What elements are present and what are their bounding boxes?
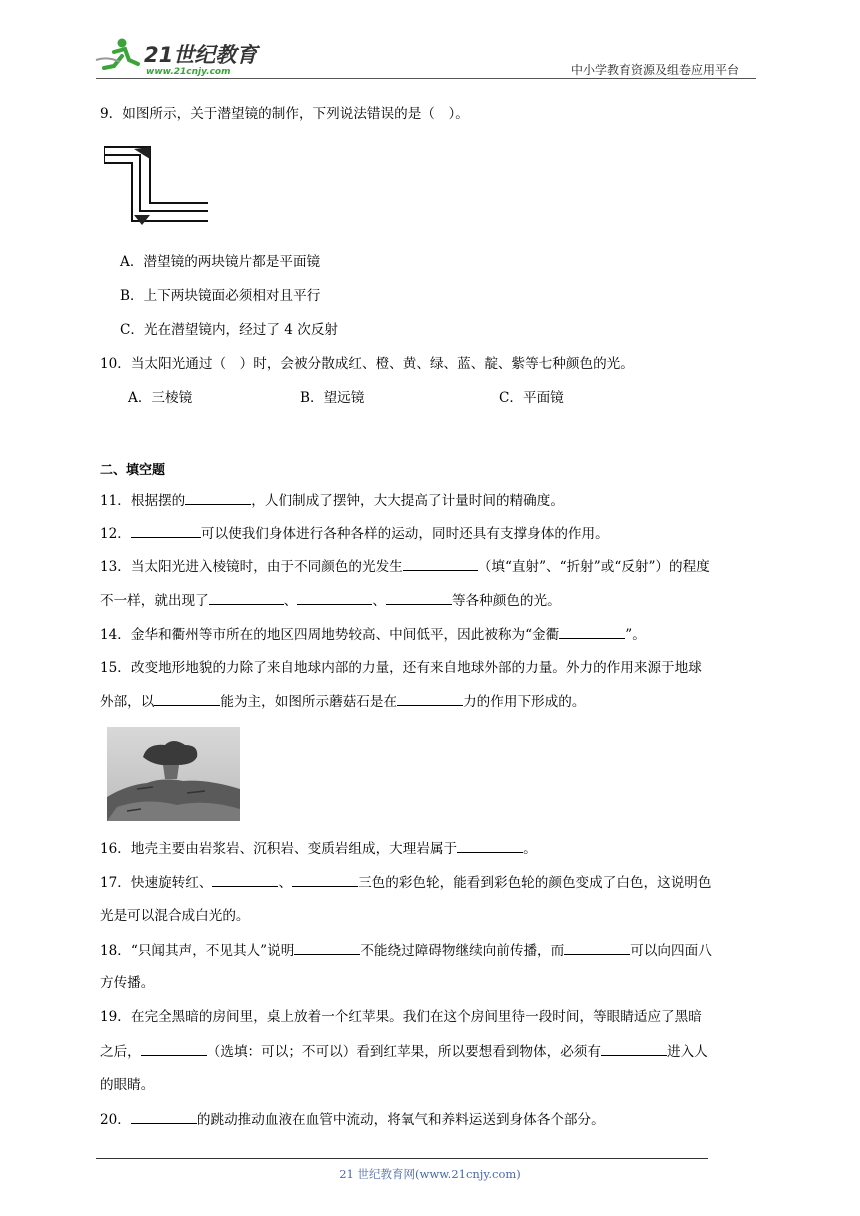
answer-blank	[457, 839, 523, 853]
footer-source: 21 世纪教育网(www.21cnjy.com)	[339, 1167, 521, 1181]
header-divider	[96, 78, 756, 79]
platform-name: 中小学教育资源及组卷应用平台	[571, 63, 740, 77]
question-13-line-2: 不一样，就出现了 、 、 等各种颜色的光。	[100, 593, 561, 609]
answer-blank	[386, 591, 452, 605]
top-mirror	[134, 147, 150, 159]
question-19-line-2: 之后， （选填：可以；不可以）看到红苹果，所以要想看到物体，必须有 进入人	[100, 1044, 708, 1060]
answer-blank	[397, 692, 463, 706]
logo-url: www.21cnjy.com	[146, 67, 231, 77]
question-17-line-2: 光是可以混合成白光的。	[100, 908, 250, 924]
question-15-line-1: 15．改变地形地貌的力除了来自地球内部的力量，还有来自地球外部的力量。外力的作用来源于地球	[100, 660, 702, 676]
answer-blank	[141, 1042, 207, 1056]
answer-blank	[154, 692, 220, 706]
question-10-stem: 10．当太阳光通过（ ）时，会被分散成红、橙、黄、绿、蓝、靛、紫等七种颜色的光。	[100, 356, 634, 372]
answer-blank	[297, 591, 372, 605]
footer-divider	[96, 1158, 708, 1159]
question-15-line-2: 外部，以 能为主，如图所示蘑菇石是在 力的作用下形成的。	[100, 694, 586, 710]
question-11: 11．根据摆的 ，人们制成了摆钟，大大提高了计量时间的精确度。	[100, 493, 564, 509]
answer-blank	[212, 873, 278, 887]
logo-text: 21世纪教育	[144, 43, 258, 67]
question-9-stem: 9．如图所示，关于潜望镜的制作，下列说法错误的是（ ）。	[100, 106, 469, 122]
question-19-line-3: 的眼睛。	[100, 1077, 155, 1093]
answer-blank	[294, 941, 360, 955]
question-13-line-1: 13．当太阳光进入棱镜时，由于不同颜色的光发生 （填“直射”、“折射”或“反射”）的程度	[100, 559, 710, 575]
question-14: 14．金华和衢州等市所在的地区四周地势较高、中间低平，因此被称为“金衢 ”。	[100, 627, 646, 643]
question-19-line-1: 19．在完全黑暗的房间里，桌上放着一个红苹果。我们在这个房间里待一段时间，等眼睛适应了黑暗	[100, 1009, 702, 1025]
question-12: 12． 可以使我们身体进行各种各样的运动，同时还具有支撑身体的作用。	[100, 526, 609, 542]
question-10-option-c: C．平面镜	[499, 390, 564, 406]
question-9-option-c: C．光在潜望镜内，经过了 4 次反射	[120, 322, 339, 338]
answer-blank	[131, 1110, 197, 1124]
answer-blank	[209, 591, 284, 605]
runner-icon	[96, 39, 138, 69]
periscope-diagram	[104, 145, 208, 231]
question-9-option-a: A．潜望镜的两块镜片都是平面镜	[120, 254, 321, 270]
question-9-option-b: B．上下两块镜面必须相对且平行	[120, 288, 321, 304]
question-18-line-2: 方传播。	[100, 975, 155, 991]
question-10-option-a: A．三棱镜	[128, 390, 193, 406]
question-17-line-1: 17．快速旋转红、 、 三色的彩色轮，能看到彩色轮的颜色变成了白色，这说明色	[100, 875, 712, 891]
site-logo	[92, 34, 262, 84]
answer-blank	[292, 873, 358, 887]
mushroom-rock-photo	[107, 727, 240, 821]
question-10-option-b: B．望远镜	[300, 390, 365, 406]
question-16: 16．地壳主要由岩浆岩、沉积岩、变质岩组成，大理岩属于 。	[100, 841, 537, 857]
answer-blank	[601, 1042, 667, 1056]
answer-blank	[185, 491, 251, 505]
answer-blank	[131, 524, 201, 538]
question-18-line-1: 18．“只闻其声，不见其人”说明 不能绕过障碍物继续向前传播，而 可以向四面八	[100, 943, 712, 959]
answer-blank	[559, 625, 625, 639]
answer-blank	[564, 941, 630, 955]
question-20: 20． 的跳动推动血液在血管中流动，将氧气和养料运送到身体各个部分。	[100, 1112, 605, 1128]
answer-blank	[403, 557, 478, 571]
section-title-fill-blank: 二、填空题	[100, 463, 166, 478]
